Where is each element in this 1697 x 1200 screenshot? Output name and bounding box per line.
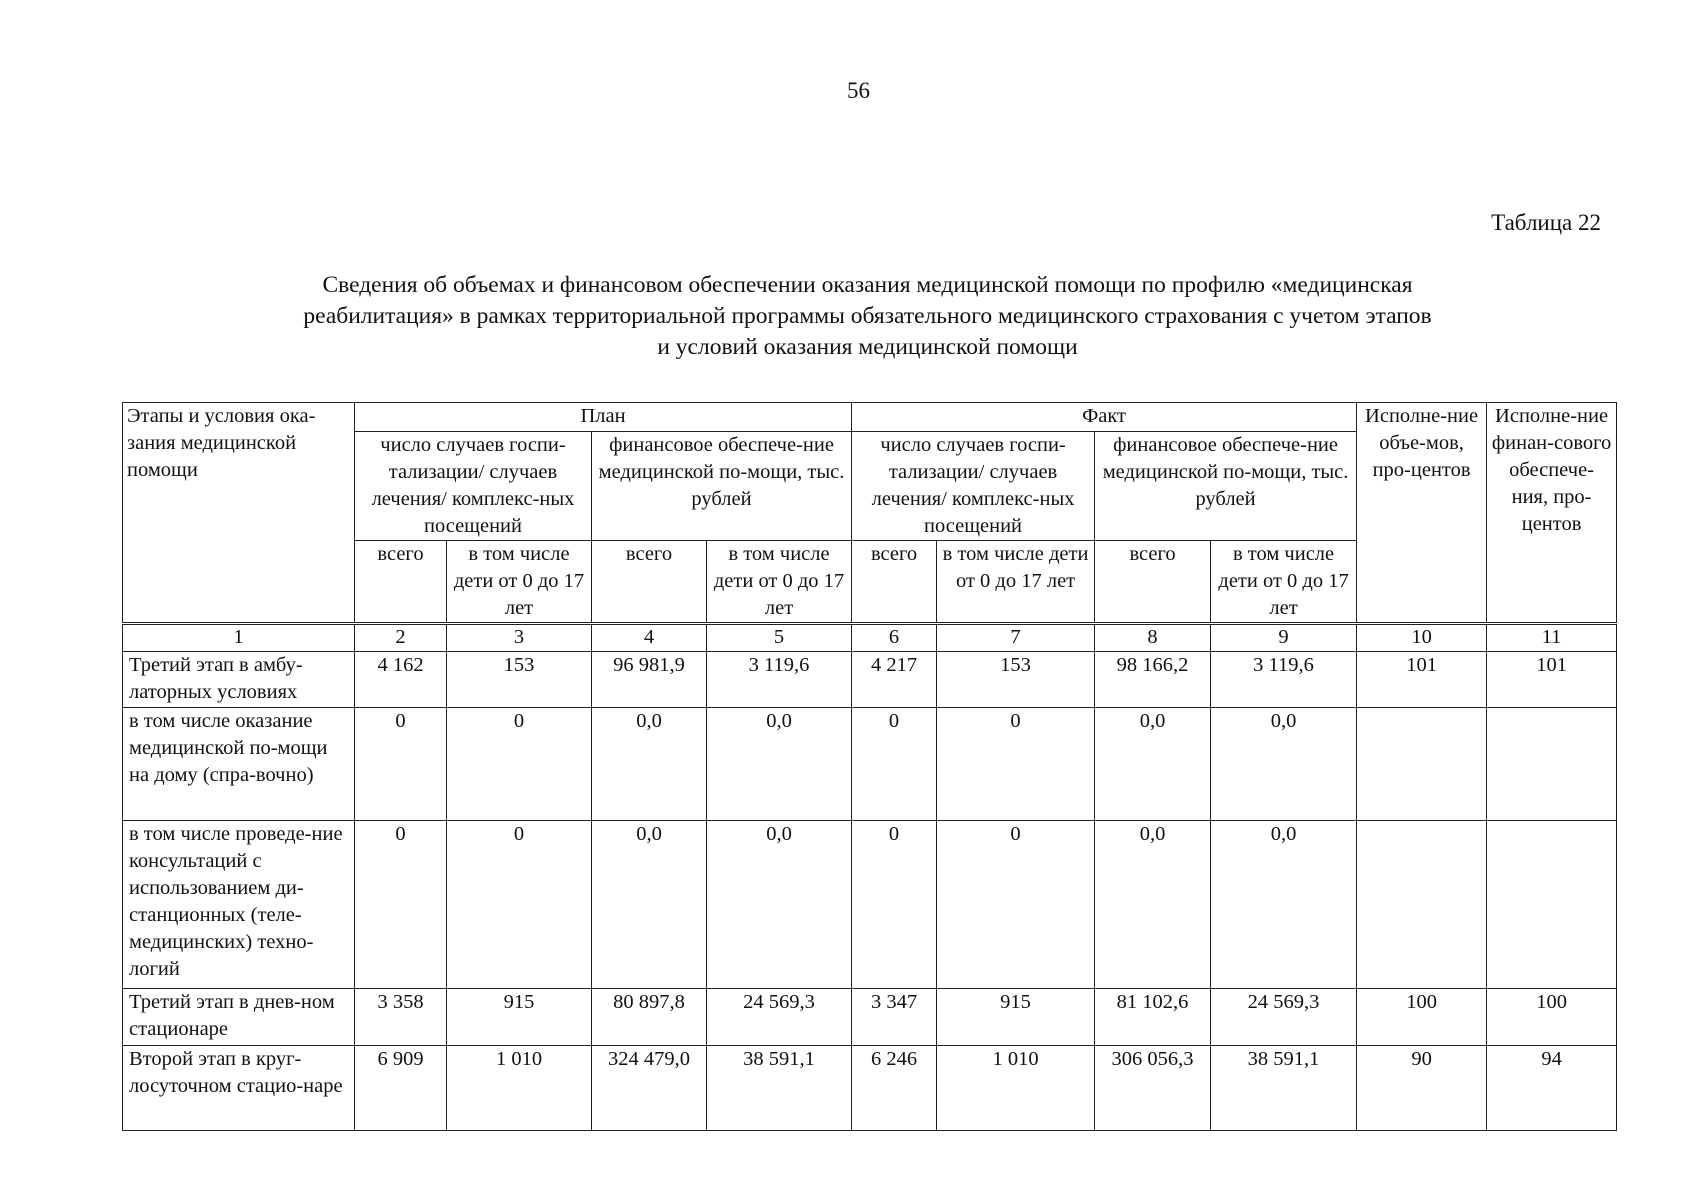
cell-plan-finance-children: 38 591,1 xyxy=(707,1046,852,1131)
cell-fact-total: 0 xyxy=(852,821,937,989)
column-number-row xyxy=(123,624,1617,652)
cell-fact-children: 153 xyxy=(937,652,1095,708)
cell-plan-children: 915 xyxy=(447,989,592,1046)
table-row xyxy=(123,708,1617,821)
header-total: всего xyxy=(852,541,937,624)
cell-fact-total: 4 217 xyxy=(852,652,937,708)
cell-fact-finance-children: 3 119,6 xyxy=(1211,652,1357,708)
cell-plan-total: 0 xyxy=(355,708,447,821)
table-row xyxy=(123,1046,1617,1131)
cell-exec-finance xyxy=(1487,821,1617,989)
cell-exec-finance: 94 xyxy=(1487,1046,1617,1131)
cell-plan-finance-total: 80 897,8 xyxy=(592,989,707,1046)
column-number: 3 xyxy=(447,624,592,652)
header-exec-volume: Исполне-ние объе-мов, про-центов xyxy=(1357,403,1487,624)
title-line: и условий оказания медицинской помощи xyxy=(657,334,1078,360)
cell-plan-finance-children: 3 119,6 xyxy=(707,652,852,708)
header-plan-finance: финансовое обеспече-ние медицинской по-мощи, тыс. рублей xyxy=(592,432,852,541)
cell-plan-children: 0 xyxy=(447,821,592,989)
header-children: в том числе дети от 0 до 17 лет xyxy=(1211,541,1357,624)
row-label: Третий этап в днев-ном стационаре xyxy=(123,989,355,1046)
cell-plan-finance-total: 0,0 xyxy=(592,708,707,821)
header-children: в том числе дети от 0 до 17 лет xyxy=(937,541,1095,624)
cell-fact-finance-total: 0,0 xyxy=(1095,821,1211,989)
table-label: Таблица 22 xyxy=(1491,210,1601,235)
cell-plan-total: 6 909 xyxy=(355,1046,447,1131)
column-number: 4 xyxy=(592,624,707,652)
row-label: в том числе проведе-ние консультаций с использованием ди-станционных (теле-медицинских) техно-логий xyxy=(123,821,355,989)
cell-fact-children: 0 xyxy=(937,708,1095,821)
header-fact-finance: финансовое обеспече-ние медицинской по-мощи, тыс. рублей xyxy=(1095,432,1357,541)
cell-exec-volume xyxy=(1357,821,1487,989)
header-fact: Факт xyxy=(852,403,1357,432)
header-plan: План xyxy=(355,403,852,432)
column-number: 2 xyxy=(355,624,447,652)
cell-plan-children: 153 xyxy=(447,652,592,708)
header-exec-finance: Исполне-ние финан-сового обеспече-ния, про-центов xyxy=(1487,403,1617,624)
cell-exec-volume: 101 xyxy=(1357,652,1487,708)
cell-exec-finance: 100 xyxy=(1487,989,1617,1046)
report-table xyxy=(122,402,1617,1131)
cell-fact-total: 6 246 xyxy=(852,1046,937,1131)
cell-fact-children: 1 010 xyxy=(937,1046,1095,1131)
cell-exec-finance xyxy=(1487,708,1617,821)
cell-plan-finance-children: 24 569,3 xyxy=(707,989,852,1046)
title-line: Сведения об объемах и финансовом обеспечении оказания медицинской помощи по профилю «медицинская xyxy=(322,272,1413,298)
cell-fact-total: 0 xyxy=(852,708,937,821)
column-number: 9 xyxy=(1211,624,1357,652)
cell-exec-finance: 101 xyxy=(1487,652,1617,708)
table-row xyxy=(123,652,1617,708)
cell-fact-total: 3 347 xyxy=(852,989,937,1046)
cell-plan-finance-children: 0,0 xyxy=(707,821,852,989)
header-children: в том числе дети от 0 до 17 лет xyxy=(447,541,592,624)
cell-exec-volume xyxy=(1357,708,1487,821)
cell-plan-total: 4 162 xyxy=(355,652,447,708)
header-stage-text: Этапы и условия ока-зания медицинской помощи xyxy=(127,405,316,481)
header-children: в том числе дети от 0 до 17 лет xyxy=(707,541,852,624)
row-label: в том числе оказание медицинской по-мощи на дому (спра-вочно) xyxy=(123,708,355,821)
cell-fact-finance-children: 38 591,1 xyxy=(1211,1046,1357,1131)
header-row-groups xyxy=(123,403,1617,432)
cell-fact-finance-children: 24 569,3 xyxy=(1211,989,1357,1046)
column-number: 1 xyxy=(123,624,355,652)
cell-fact-finance-children: 0,0 xyxy=(1211,708,1357,821)
title-line: реабилитация» в рамках территориальной программы обязательного медицинского страхования с учетом этапов xyxy=(303,303,1432,329)
header-fact-cases: число случаев госпи-тализации/ случаев лечения/ комплекс-ных посещений xyxy=(852,432,1095,541)
cell-plan-total: 3 358 xyxy=(355,989,447,1046)
cell-fact-children: 915 xyxy=(937,989,1095,1046)
row-label: Третий этап в амбу-латорных условиях xyxy=(123,652,355,708)
cell-exec-volume: 90 xyxy=(1357,1046,1487,1131)
table-row xyxy=(123,821,1617,989)
document-title xyxy=(170,270,1565,363)
header-total: всего xyxy=(1095,541,1211,624)
cell-fact-finance-total: 0,0 xyxy=(1095,708,1211,821)
cell-plan-finance-total: 324 479,0 xyxy=(592,1046,707,1131)
cell-plan-children: 1 010 xyxy=(447,1046,592,1131)
column-number: 8 xyxy=(1095,624,1211,652)
header-stage xyxy=(123,403,355,624)
cell-fact-finance-total: 81 102,6 xyxy=(1095,989,1211,1046)
column-number: 11 xyxy=(1487,624,1617,652)
column-number: 7 xyxy=(937,624,1095,652)
header-total: всего xyxy=(592,541,707,624)
cell-plan-children: 0 xyxy=(447,708,592,821)
page-number: 56 xyxy=(847,78,870,103)
cell-plan-finance-total: 0,0 xyxy=(592,821,707,989)
table-row xyxy=(123,989,1617,1046)
column-number: 5 xyxy=(707,624,852,652)
cell-fact-finance-total: 306 056,3 xyxy=(1095,1046,1211,1131)
header-plan-cases: число случаев госпи-тализации/ случаев лечения/ комплекс-ных посещений xyxy=(355,432,592,541)
cell-fact-children: 0 xyxy=(937,821,1095,989)
column-number: 10 xyxy=(1357,624,1487,652)
cell-plan-total: 0 xyxy=(355,821,447,989)
cell-fact-finance-children: 0,0 xyxy=(1211,821,1357,989)
row-label: Второй этап в круг-лосуточном стацио-наре xyxy=(123,1046,355,1131)
cell-fact-finance-total: 98 166,2 xyxy=(1095,652,1211,708)
cell-plan-finance-total: 96 981,9 xyxy=(592,652,707,708)
column-number: 6 xyxy=(852,624,937,652)
header-total: всего xyxy=(355,541,447,624)
cell-plan-finance-children: 0,0 xyxy=(707,708,852,821)
cell-exec-volume: 100 xyxy=(1357,989,1487,1046)
